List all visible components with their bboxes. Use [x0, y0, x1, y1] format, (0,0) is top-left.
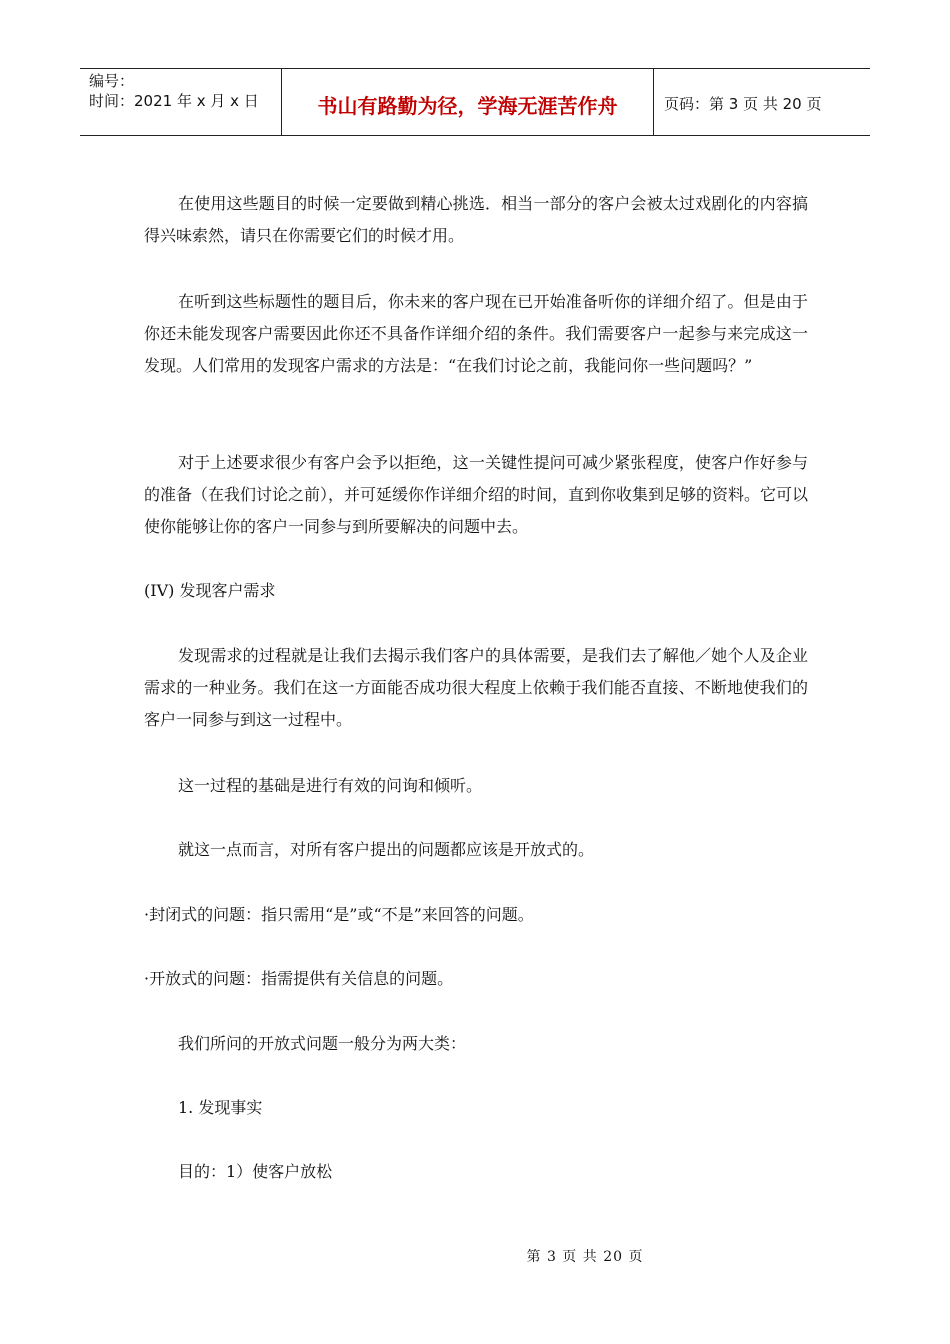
header-page-number: 页码：第 3 页 共 20 页: [664, 94, 822, 113]
paragraph: 对于上述要求很少有客户会予以拒绝，这一关键性提问可减少紧张程度，使客户作好参与的准备（在我们讨论之前），并可延缓你作详细介绍的时间，直到你收集到足够的资料。它可以使你能够让你的客户一同参与到所要解决的问题中去。: [144, 453, 809, 536]
document-date-label: 时间：2021 年 x 月 x 日: [89, 92, 259, 110]
list-item: ·开放式的问题：指需提供有关信息的问题。: [144, 969, 454, 988]
paragraph: 这一过程的基础是进行有效的问询和倾听。: [178, 776, 483, 795]
document-number-label: 编号：: [89, 72, 135, 90]
paragraph: 在听到这些标题性的题目后，你未来的客户现在已开始准备听你的详细介绍了。但是由于你还未能发现客户需要因此你还不具备作详细介绍的条件。我们需要客户一起参与来完成这一发现。人们常用的发现客户需求的方法是：“在我们讨论之前，我能问你一些问题吗？”: [144, 292, 808, 375]
paragraph: 我们所问的开放式问题一般分为两大类：: [178, 1034, 467, 1053]
header-motto: 书山有路勤为径，学海无涯苦作舟: [317, 93, 618, 118]
header-meta: [80, 69, 282, 135]
list-item: 1. 发现事实: [178, 1098, 263, 1117]
header-page-cell: [654, 69, 870, 135]
paragraph: 就这一点而言，对所有客户提出的问题都应该是开放式的。: [178, 840, 595, 859]
page-footer: [0, 1246, 950, 1266]
footer-page-number: 第 3 页 共 20 页: [526, 1249, 644, 1265]
section-heading: (IV) 发现客户需求: [144, 581, 276, 600]
paragraph: 发现需求的过程就是让我们去揭示我们客户的具体需要，是我们去了解他／她个人及企业需求的一种业务。我们在这一方面能否成功很大程度上依赖于我们能否直接、不断地使我们的客户一同参与到这一过程中。: [144, 646, 808, 729]
list-item: ·封闭式的问题：指只需用“是”或“不是”来回答的问题。: [144, 905, 534, 924]
paragraph: 目的：1）使客户放松: [178, 1162, 333, 1181]
paragraph: 在使用这些题目的时候一定要做到精心挑选．相当一部分的客户会被太过戏剧化的内容搞得兴味索然，请只在你需要它们的时候才用。: [144, 194, 808, 245]
page-header: [80, 68, 870, 136]
header-motto-cell: [282, 69, 654, 135]
